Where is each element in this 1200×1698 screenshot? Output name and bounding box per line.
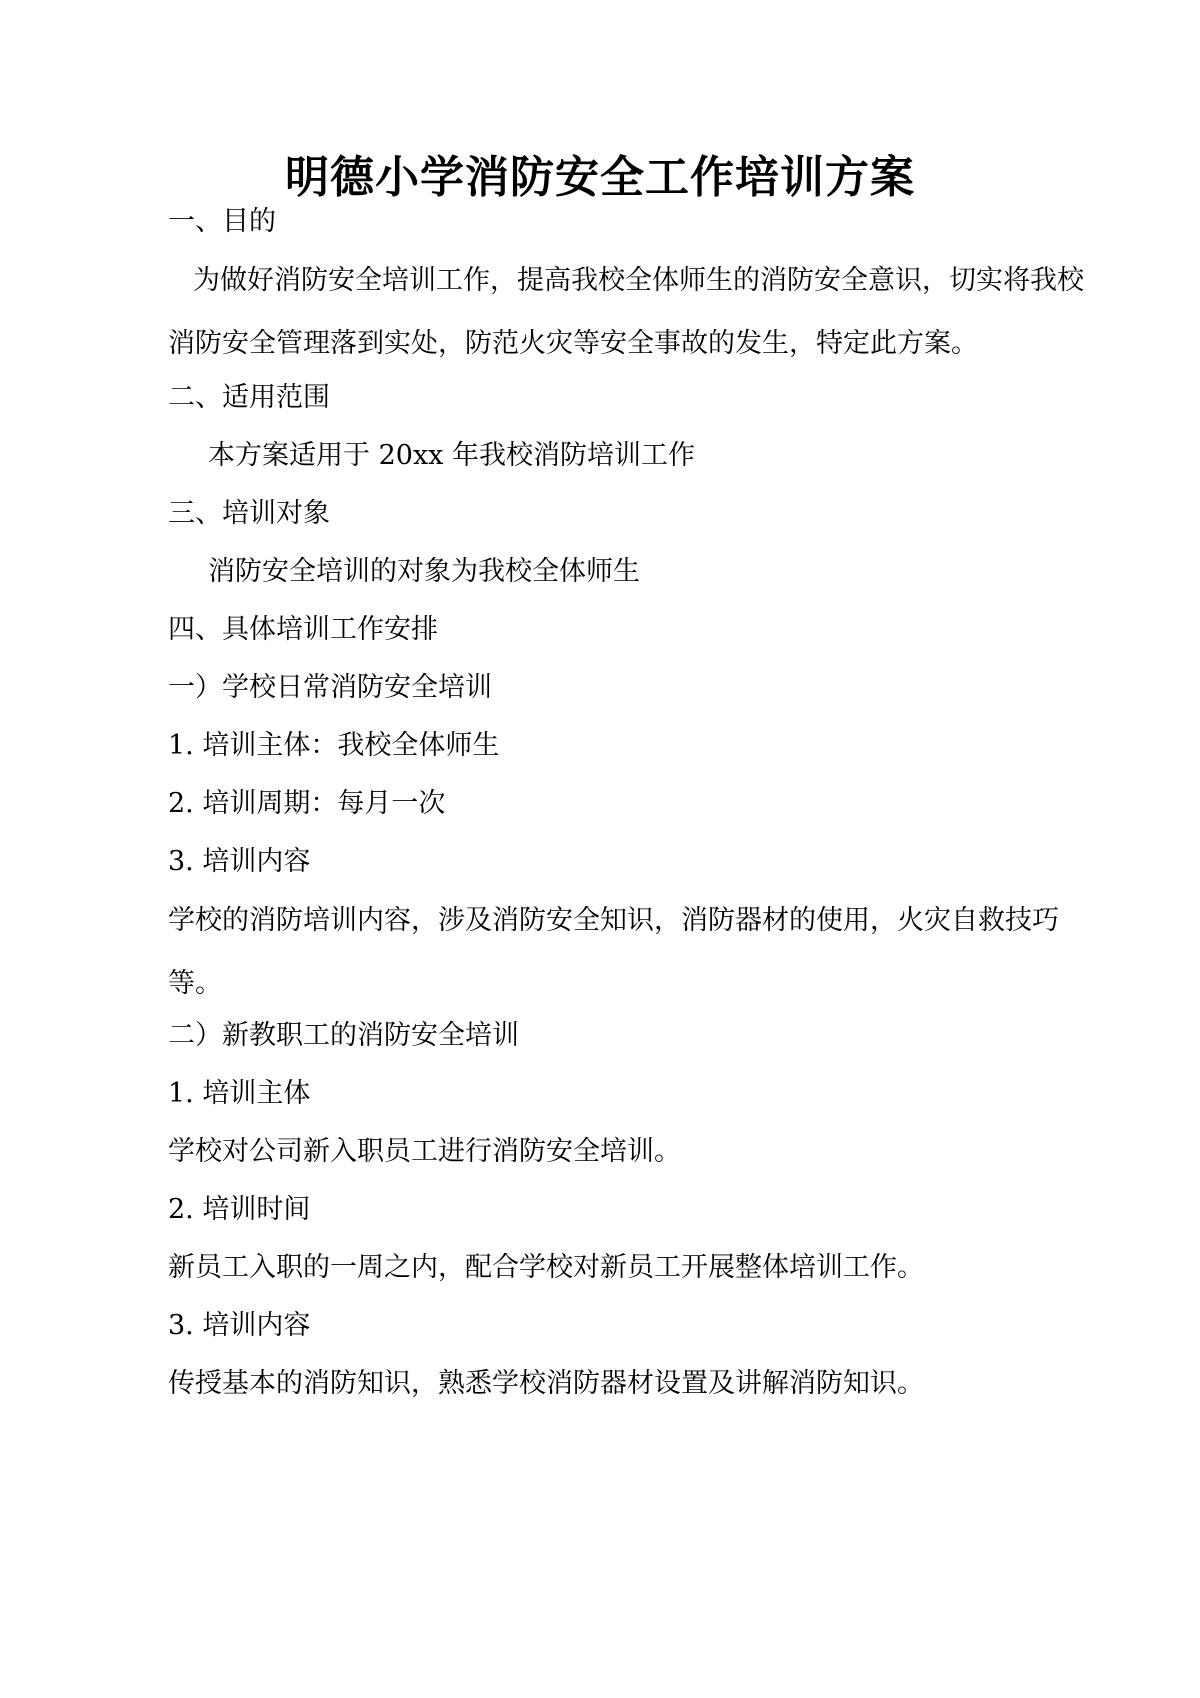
list-item-daily-subject: 1. 培训主体：我校全体师生 bbox=[168, 730, 500, 761]
list-item-new-staff-content: 3. 培训内容 bbox=[168, 1310, 311, 1341]
list-item-daily-content: 3. 培训内容 bbox=[168, 846, 311, 877]
list-item-daily-period: 2. 培训周期：每月一次 bbox=[168, 788, 446, 819]
list-item-new-staff-subject: 1. 培训主体 bbox=[168, 1078, 311, 1109]
list-item-new-staff-time-body: 新员工入职的一周之内，配合学校对新员工开展整体培训工作。 bbox=[168, 1252, 924, 1283]
subsection-heading-daily: 一）学校日常消防安全培训 bbox=[168, 672, 492, 703]
section-body-scope: 本方案适用于 20xx 年我校消防培训工作 bbox=[208, 440, 695, 471]
section-body-audience: 消防安全培训的对象为我校全体师生 bbox=[208, 556, 640, 587]
document-title: 明德小学消防安全工作培训方案 bbox=[285, 152, 915, 203]
list-item-daily-content-body: 学校的消防培训内容，涉及消防安全知识，消防器材的使用，火灾自救技巧等。 bbox=[168, 905, 1059, 999]
list-item-new-staff-time: 2. 培训时间 bbox=[168, 1194, 311, 1225]
list-item-new-staff-content-body: 传授基本的消防知识，熟悉学校消防器材设置及讲解消防知识。 bbox=[168, 1368, 924, 1399]
section-heading-purpose: 一、目的 bbox=[168, 206, 276, 237]
section-heading-arrangement: 四、具体培训工作安排 bbox=[168, 614, 438, 645]
section-body-purpose: 为做好消防安全培训工作，提高我校全体师生的消防安全意识，切实将我校消防安全管理落到实处，防范火灾等安全事故的发生，特定此方案。 bbox=[168, 265, 1084, 359]
subsection-heading-new-staff: 二）新教职工的消防安全培训 bbox=[168, 1020, 519, 1051]
section-heading-audience: 三、培训对象 bbox=[168, 498, 330, 529]
section-heading-scope: 二、适用范围 bbox=[168, 382, 330, 413]
list-item-new-staff-subject-body: 学校对公司新入职员工进行消防安全培训。 bbox=[168, 1136, 681, 1167]
